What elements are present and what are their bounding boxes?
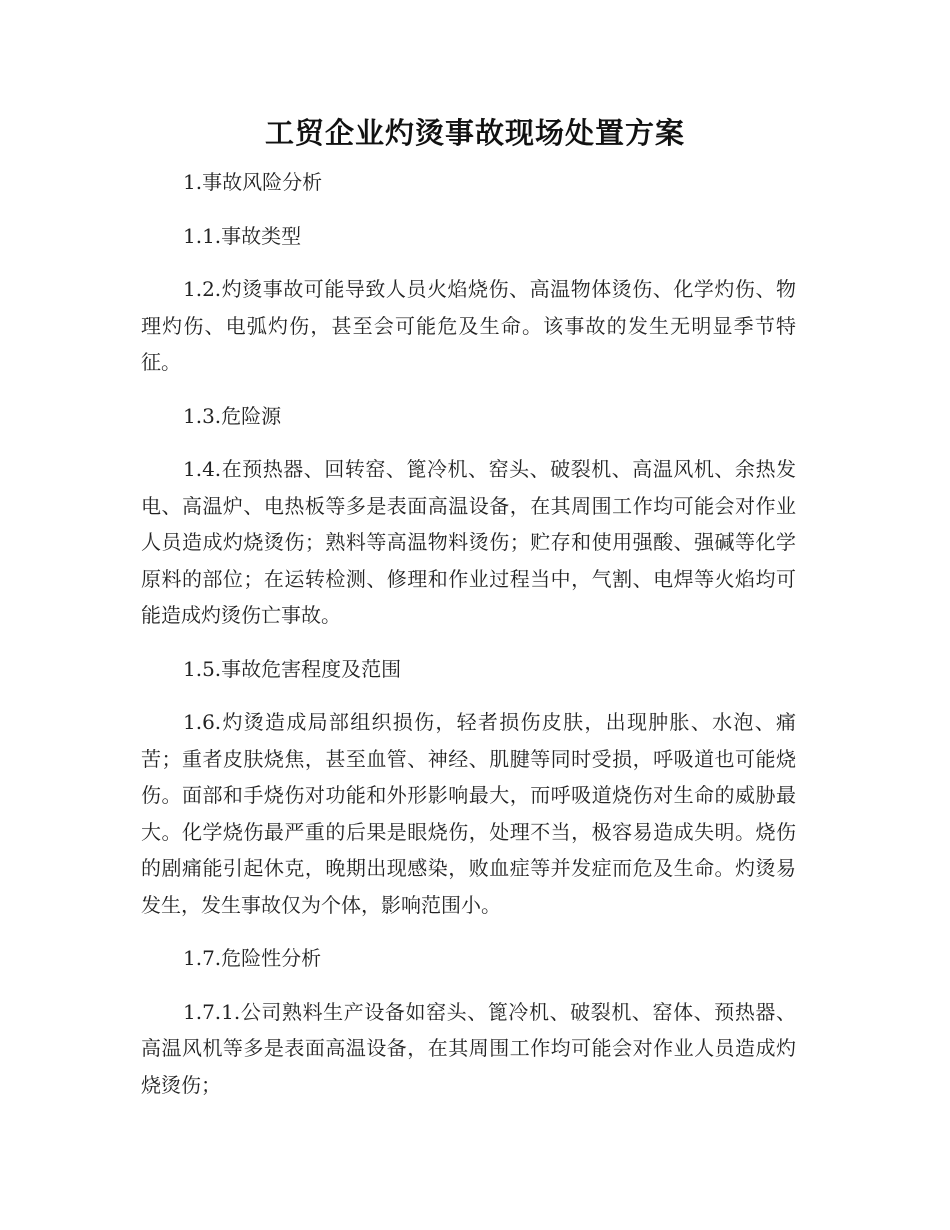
heading-hazard-source: 1.3.危险源 <box>183 403 282 428</box>
heading-risk-analysis: 1.事故风险分析 <box>183 170 323 194</box>
heading-accident-type: 1.1.事故类型 <box>183 223 302 248</box>
heading-danger-analysis: 1.7.危险性分析 <box>183 946 322 970</box>
paragraph-danger-analysis: 1.7.1.公司熟料生产设备如窑头、篦冷机、破裂机、窑体、预热器、高温风机等多是表面高温设备，在其周围工作均可能会对作业人员造成灼烧烫伤； <box>141 999 796 1097</box>
document-body <box>141 164 796 1120</box>
document-title: 工贸企业灼烫事故现场处置方案 <box>264 116 685 150</box>
heading-harm-scope: 1.5.事故危害程度及范围 <box>183 656 402 681</box>
paragraph-harm-scope: 1.6.灼烫造成局部组织损伤，轻者损伤皮肤，出现肿胀、水泡、痛苦；重者皮肤烧焦，甚至血管、神经、肌腱等同时受损，呼吸道也可能烧伤。面部和手烧伤对功能和外形影响最大，而呼吸道烧伤对生命的威胁最大。化学烧伤最严重的后果是眼烧伤，处理不当，极容易造成失明。烧伤的剧痛能引起休克，晚期出现感染，败血症等并发症而危及生命。灼烫易发生，发生事故仅为个体，影响范围小。 <box>141 710 796 917</box>
paragraph-accident-type: 1.2.灼烫事故可能导致人员火焰烧伤、高温物体烫伤、化学灼伤、物理灼伤、电弧灼伤，甚至会可能危及生命。该事故的发生无明显季节特征。 <box>141 277 796 374</box>
paragraph-hazard-source: 1.4.在预热器、回转窑、篦冷机、窑头、破裂机、高温风机、余热发电、高温炉、电热板等多是表面高温设备，在其周围工作均可能会对作业人员造成灼烧烫伤；熟料等高温物料烫伤；贮存和使用强酸、强碱等化学原料的部位；在运转检测、修理和作业过程当中，气割、电焊等火焰均可能造成灼烫伤亡事故。 <box>141 457 796 627</box>
